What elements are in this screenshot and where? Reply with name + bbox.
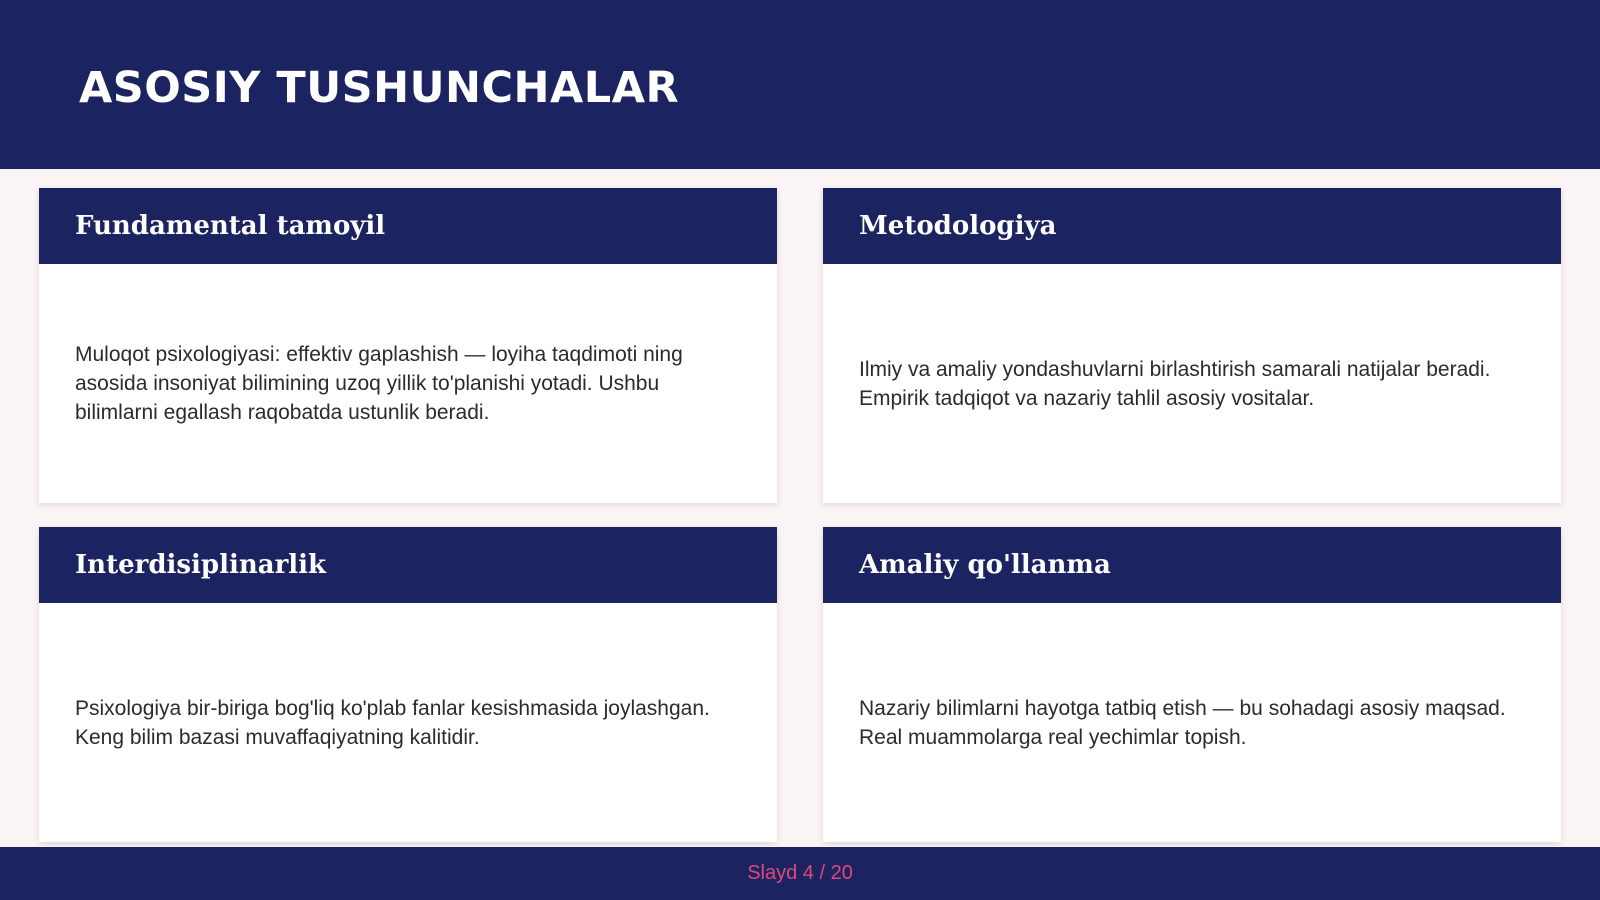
card-text: Psixologiya bir-biriga bog'liq ko'plab fanlar kesishmasida joylashgan. Keng bilim bazasi muvaffaqiyatning kalitidir.	[75, 696, 710, 749]
slide-header	[0, 0, 1600, 169]
card-header	[823, 188, 1561, 264]
card-header	[39, 188, 777, 264]
concept-card-fundamental	[39, 188, 777, 503]
card-body	[75, 603, 741, 842]
concept-card-methodology	[823, 188, 1561, 503]
card-body	[859, 264, 1525, 503]
slide-footer	[0, 847, 1600, 900]
card-body	[75, 264, 741, 503]
concept-card-practical	[823, 527, 1561, 842]
card-header	[823, 527, 1561, 603]
slide-number: Slayd 4 / 20	[747, 862, 853, 884]
card-title: Amaliy qo'llanma	[859, 550, 1111, 580]
card-title: Metodologiya	[859, 211, 1057, 241]
slide-title: ASOSIY TUSHUNCHALAR	[79, 63, 680, 113]
card-text: Muloqot psixologiyasi: effektiv gaplashish — loyiha taqdimoti ning asosida insoniyat bilimining uzoq yillik to'planishi yotadi. Ushbu bilimlarni egallash raqobatda ustunlik beradi.	[75, 343, 683, 424]
card-text: Ilmiy va amaliy yondashuvlarni birlashtirish samarali natijalar beradi. Empirik tadqiqot va nazariy tahlil asosiy vositalar.	[859, 357, 1491, 410]
concept-card-interdisciplinarity	[39, 527, 777, 842]
card-title: Interdisiplinarlik	[75, 550, 327, 580]
card-title: Fundamental tamoyil	[75, 211, 386, 241]
card-body	[859, 603, 1525, 842]
card-header	[39, 527, 777, 603]
card-text: Nazariy bilimlarni hayotga tatbiq etish — bu sohadagi asosiy maqsad. Real muammolarga real yechimlar topish.	[859, 696, 1506, 749]
